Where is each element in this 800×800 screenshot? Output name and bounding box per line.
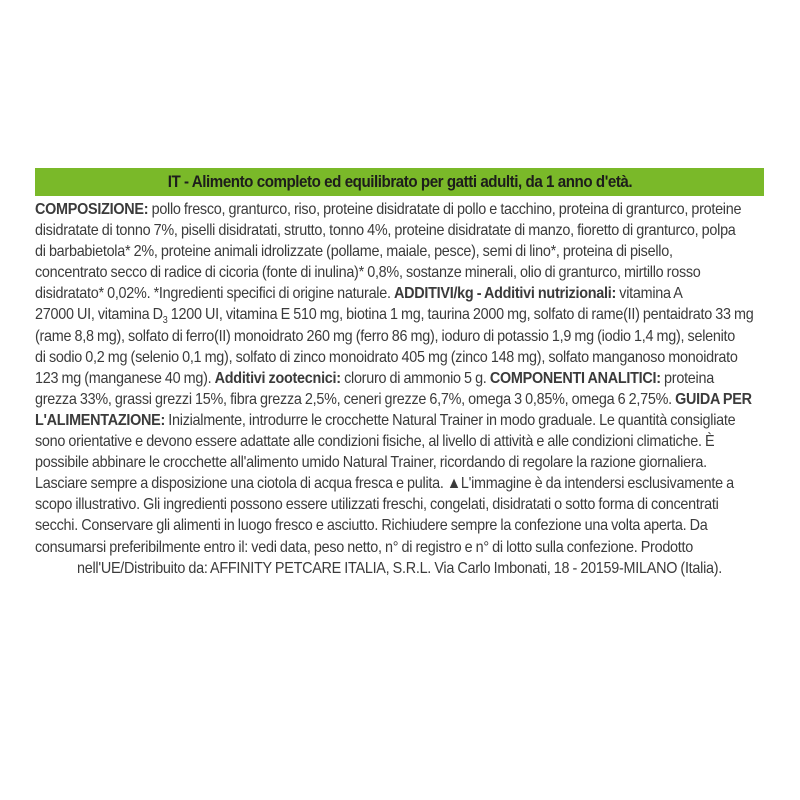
text-line: disidratate di tonno 7%, piselli disidratati, strutto, tonno 4%, proteine disidratate di manzo, fioretto di granturco, polpa <box>35 222 736 240</box>
zootecnici-label: Additivi zootecnici: <box>214 369 341 387</box>
label-body-text <box>35 199 755 579</box>
text-line <box>35 304 755 325</box>
text-line: di barbabietola* 2%, proteine animali idrolizzate (pollame, maiale, pesce), semi di lino*, proteina di pisello, <box>35 243 673 261</box>
text-segment: vitamina A <box>615 285 683 303</box>
text-segment: grezza 33%, grassi grezzi 15%, fibra grezza 2,5%, ceneri grezze 6,7%, omega 3 0,85%, omega 6 2,75%. <box>35 390 676 408</box>
header-title: IT - Alimento completo ed equilibrato per gatti adulti, da 1 anno d'età. <box>167 172 632 191</box>
text-line: concentrato secco di radice di cicoria (fonte di inulina)* 0,8%, sostanze minerali, olio di granturco, mirtillo rosso <box>35 264 701 282</box>
text-line: scopo illustrativo. Gli ingredienti possono essere utilizzati freschi, congelati, disidratati o sotto forma di concentrati <box>35 496 719 514</box>
text-line <box>35 368 755 389</box>
text-segment: Inizialmente, introdurre le crocchette Natural Trainer in modo graduale. Le quantità consigliate <box>165 411 736 429</box>
text-segment: pollo fresco, granturco, riso, proteine disidratate di pollo e tacchino, proteina di granturco, proteine <box>148 201 742 218</box>
subscript: 3 <box>162 315 168 326</box>
text-line: possibile abbinare le crocchette all'alimento umido Natural Trainer, ricordando di regolare la razione giornaliera. <box>35 454 707 472</box>
text-segment: cloruro di ammonio 5 g. <box>340 369 490 387</box>
text-segment: disidratato* 0,02%. *Ingredienti specifici di origine naturale. <box>35 285 395 303</box>
text-line <box>35 283 755 304</box>
text-line: sono orientative e devono essere adattate alle condizioni fisiche, al livello di attività e alle condizioni climatiche. È <box>35 433 715 451</box>
text-line: di sodio 0,2 mg (selenio 0,1 mg), solfato di zinco monoidrato 405 mg (zinco 148 mg), solfato manganoso monoidrato <box>35 348 738 366</box>
header-bar <box>35 168 764 196</box>
text-segment: 1200 UI, vitamina E 510 mg, biotina 1 mg, taurina 2000 mg, solfato di rame(II) pentaidrato 33 mg <box>167 306 754 324</box>
text-line-centered: nell'UE/Distribuito da: AFFINITY PETCARE ITALIA, S.R.L. Via Carlo Imbonati, 18 - 20159-MILANO (Italia). <box>77 559 722 577</box>
text-line: Lasciare sempre a disposizione una ciotola di acqua fresca e pulita. ▲L'immagine è da intendersi esclusivamente a <box>35 475 734 493</box>
text-line: (rame 8,8 mg), solfato di ferro(II) monoidrato 260 mg (ferro 86 mg), ioduro di potassio 1,9 mg (iodio 1,4 mg), selenito <box>35 327 736 345</box>
text-line: secchi. Conservare gli alimenti in luogo fresco e asciutto. Richiudere sempre la confezione una volta aperta. Da <box>35 517 708 535</box>
text-line <box>35 389 755 410</box>
text-segment: 123 mg (manganese 40 mg). <box>35 369 215 387</box>
text-line <box>35 410 755 431</box>
text-segment: 27000 UI, vitamina D <box>35 306 163 324</box>
composizione-label: COMPOSIZIONE: <box>35 201 149 218</box>
additivi-label: ADDITIVI/kg - Additivi nutrizionali: <box>394 285 616 303</box>
text-line: consumarsi preferibilmente entro il: vedi data, peso netto, n° di registro e n° di lotto sulla confezione. Prodotto <box>35 538 694 556</box>
guida-label: GUIDA PER <box>675 390 752 408</box>
text-line <box>35 199 755 220</box>
componenti-label: COMPONENTI ANALITICI: <box>489 369 661 387</box>
guida-label-cont: L'ALIMENTAZIONE: <box>35 411 166 429</box>
text-segment: proteina <box>660 369 714 387</box>
